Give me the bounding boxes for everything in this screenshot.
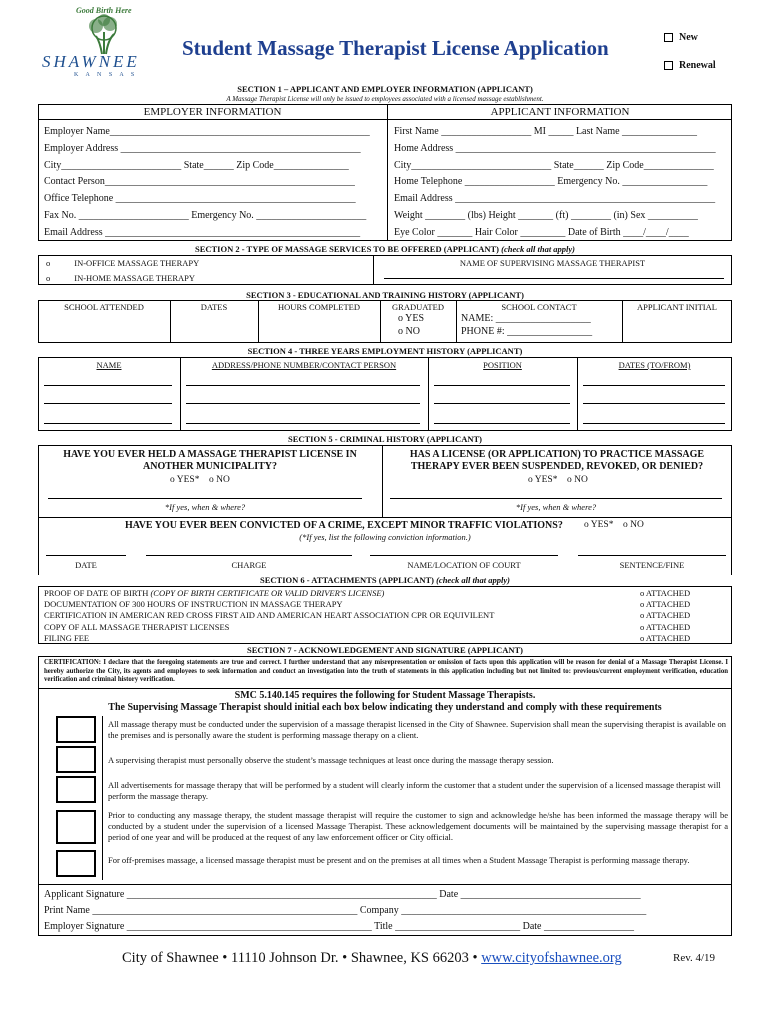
section-3-title: SECTION 3 - EDUCATIONAL AND TRAINING HISTORY (APPLICANT) [38,290,732,300]
section-4-title: SECTION 4 - THREE YEARS EMPLOYMENT HISTORY (APPLICANT) [38,346,732,356]
conviction-col-charge: CHARGE [231,560,267,570]
initial-box-3[interactable] [56,776,96,803]
col-dates-to-from: DATES (TO/FROM) [618,360,691,370]
logo-top-text: Good Birth Here [76,6,132,15]
q3-answers[interactable]: o YES* o NO [584,520,644,530]
employer-info-header: EMPLOYER INFORMATION [143,106,282,118]
logo-sub: K A N S A S [74,72,138,78]
attachment-cpr-cert: CERTIFICATION IN AMERICAN RED CROSS FIRST AID AND AMERICAN HEART ASSOCIATION CPR OR EQUIVILENT [44,610,495,621]
employer-city-field[interactable]: City________________________ State______ Zip Code_______________ [44,159,349,171]
col-graduated: GRADUATED [392,302,444,312]
q2-if-yes: *If yes, when & where? [515,502,597,512]
attached-checkbox-4[interactable]: o ATTACHED [640,621,691,632]
applicant-fields[interactable] [394,124,730,242]
school-contact-name[interactable]: NAME: ___________________ [461,313,591,324]
attachment-licenses: COPY OF ALL MASSAGE THERAPIST LICENSES [44,621,230,632]
conviction-col-sentence: SENTENCE/FINE [619,560,685,570]
graduated-yes[interactable]: o YES [398,313,425,324]
applicant-email-field[interactable]: Email Address ____________________________________________________ [394,193,716,205]
initial-box-4[interactable] [56,810,96,844]
new-option[interactable] [664,32,698,43]
revision-date: Rev. 4/19 [673,952,716,964]
attachment-filing-fee: FILING FEE [44,632,90,643]
col-position: POSITION [483,360,522,370]
attached-checkbox-1[interactable]: o ATTACHED [640,588,691,598]
requirement-4: Prior to conducting any massage therapy, the student massage therapist will require the customer to sign and acknowledge he/she has been informed the massage therapy will be conducted by a student under the supervision of a licensed Massage Therapist. These acknowledgement documents will be maintained by the supervising massage therapist for a period of one year and will be produced at the request of any law enforcement officer or City official. [108,810,728,842]
initial-box-1[interactable] [56,716,96,743]
applicant-info-header: APPLICANT INFORMATION [490,106,630,118]
footer-citystate: Shawnee, KS 66203 [350,950,469,966]
contact-person-field[interactable]: Contact Person__________________________________________________ [44,176,355,188]
conviction-col-date: DATE [75,560,97,570]
section-6-title: SECTION 6 - ATTACHMENTS (APPLICANT) (check all that apply) [38,575,732,585]
new-label: New [679,32,698,43]
renewal-checkbox[interactable] [664,61,673,70]
city-logo [40,6,180,78]
employer-email-field[interactable]: Email Address ___________________________________________________ [44,226,361,238]
home-address-field[interactable]: Home Address ____________________________________________________ [394,142,716,154]
applicant-signature-line[interactable]: Applicant Signature ______________________________________________________________ Date ____________________________________ [44,889,641,900]
section-7-title: SECTION 7 - ACKNOWLEDGEMENT AND SIGNATURE (APPLICANT) [38,645,732,655]
smc-initial-instruction: The Supervising Massage Therapist should initial each box below indicating they understand and comply with these requirements [108,702,662,713]
school-contact-phone[interactable]: PHONE #: _________________ [461,326,593,337]
question-convicted: HAVE YOU EVER BEEN CONVICTED OF A CRIME, EXCEPT MINOR TRAFFIC VIOLATIONS? [125,520,563,531]
section-5-title: SECTION 5 - CRIMINAL HISTORY (APPLICANT) [38,434,732,444]
requirement-5: For off-premises massage, a licensed massage therapist must be present and on the premises at all times when a Student Massage Therapist is performing massage therapy. [108,855,690,865]
logo-name: SHAWNEE [42,52,140,71]
attachment-birth-proof: PROOF OF DATE OF BIRTH (COPY OF BIRTH CERTIFICATE OR VALID DRIVER'S LICENSE) [44,588,385,598]
initial-box-2[interactable] [56,746,96,773]
attached-checkbox-2[interactable]: o ATTACHED [640,599,691,610]
initial-box-5[interactable] [56,850,96,877]
q2-answers[interactable]: o YES* o NO [528,475,588,485]
renewal-option[interactable] [664,60,716,71]
page-title: Student Massage Therapist License Application [182,36,609,60]
section-1-title: SECTION 1 – APPLICANT AND EMPLOYER INFORMATION (APPLICANT) [38,84,732,94]
supervisor-name-line[interactable] [384,278,724,279]
q1-answers[interactable]: o YES* o NO [170,475,230,485]
renewal-label: Renewal [679,60,716,71]
home-telephone-field[interactable]: Home Telephone __________________ Emergency No. _________________ [394,176,708,188]
employer-fields[interactable] [44,124,384,242]
col-employer-name: NAME [96,360,122,370]
attachment-list [44,588,494,644]
col-school-contact: SCHOOL CONTACT [501,302,577,312]
requirement-3: All advertisements for massage therapy that will be performed by a student will clearly inform the customer that a student under the supervision of a licensed massage therapist will perform the massage therapy. [108,780,721,801]
attached-checkbox-3[interactable]: o ATTACHED [640,610,691,621]
q1-if-yes: *If yes, when & where? [164,502,246,512]
service-in-office[interactable]: o IN-OFFICE MASSAGE THERAPY [46,258,200,268]
col-hours-completed: HOURS COMPLETED [278,302,360,312]
col-dates: DATES [200,302,228,312]
section-1-note: A Massage Therapist License will only be issued to employees associated with a licensed massage establishment. [226,95,544,103]
attachment-instruction-hours: DOCUMENTATION OF 300 HOURS OF INSTRUCTION IN MASSAGE THERAPY [44,599,343,610]
service-in-home[interactable]: o IN-HOME MASSAGE THERAPY [46,273,195,283]
footer-address: City of Shawnee • 11110 Johnson Dr. • Shawnee, KS 66203 • www.cityofshawnee.org [122,950,622,966]
attached-checkbox-5[interactable]: o ATTACHED [640,632,691,643]
new-checkbox[interactable] [664,33,673,42]
applicant-city-field[interactable]: City____________________________ State______ Zip Code______________ [394,159,714,171]
col-school-attended: SCHOOL ATTENDED [64,302,144,312]
col-address-phone-contact: ADDRESS/PHONE NUMBER/CONTACT PERSON [211,360,397,370]
footer-city: City of Shawnee [122,950,219,966]
supervisor-label: NAME OF SUPERVISING MASSAGE THERAPIST [459,258,646,268]
section-2-title: SECTION 2 - TYPE OF MASSAGE SERVICES TO BE OFFERED (APPLICANT) (check all that apply) [38,244,732,254]
applicant-name-field[interactable]: First Name __________________ MI _____ Last Name _______________ [394,126,698,137]
office-telephone-field[interactable]: Office Telephone ________________________________________________ [44,193,356,205]
q3-note: (*If yes, list the following conviction information.) [299,532,471,542]
smc-requirement-title: SMC 5.140.145 requires the following for Student Massage Therapists. [234,690,536,701]
requirement-2: A supervising therapist must personally observe the student’s massage techniques at least once during the massage therapy session. [108,755,554,765]
fax-field[interactable]: Fax No. ______________________ Emergency No. ______________________ [44,209,367,221]
employer-address-field[interactable]: Employer Address ________________________________________________ [44,142,361,154]
question-prior-license: HAVE YOU EVER HELD A MASSAGE THERAPIST LICENSE IN ANOTHER MUNICIPALITY? [63,449,357,472]
requirement-1: All massage therapy must be conducted under the supervision of a massage therapist licensed in the City of Shawnee. Supervision shall mean the supervising therapist is available on the premises and is personally aware the student is performing massage therapy on a client. [108,719,726,740]
footer-website-link[interactable]: www.cityofshawnee.org [481,950,622,966]
question-license-revoked: HAS A LICENSE (OR APPLICATION) TO PRACTICE MASSAGE THERAPY EVER BEEN SUSPENDED, REVOKED, OR DENIED? [409,449,705,472]
attached-checkboxes[interactable] [640,588,690,644]
employer-signature-line[interactable]: Employer Signature _________________________________________________ Title _________________________ Date __________________ [44,921,634,932]
weight-height-field[interactable]: Weight ________ (lbs) Height _______ (ft) ________ (in) Sex __________ [394,209,698,221]
employer-name-field[interactable]: Employer Name____________________________________________________ [44,126,370,137]
footer-street: 11110 Johnson Dr. [230,950,339,966]
conviction-col-court: NAME/LOCATION OF COURT [407,560,521,570]
print-name-line[interactable]: Print Name _____________________________________________________ Company _________________________________________________ [44,905,647,916]
graduated-no[interactable]: o NO [398,326,420,337]
certification-text: CERTIFICATION: I declare that the foregoing statements are true and correct. I further understand that any misrepresentation or omission of facts upon this application will be reason for denial of a Massage Therapist License. I hereby authorize the City, its agents and employees to seek information and conduct an investigation into the truth of statements in this application including but not limited to: previous/current employment verification, education verification and criminal history verification. [44,659,729,684]
col-applicant-initial: APPLICANT INITIAL [637,302,717,312]
eye-hair-dob-field[interactable]: Eye Color _______ Hair Color _________ Date of Birth ____/____/____ [394,226,689,238]
